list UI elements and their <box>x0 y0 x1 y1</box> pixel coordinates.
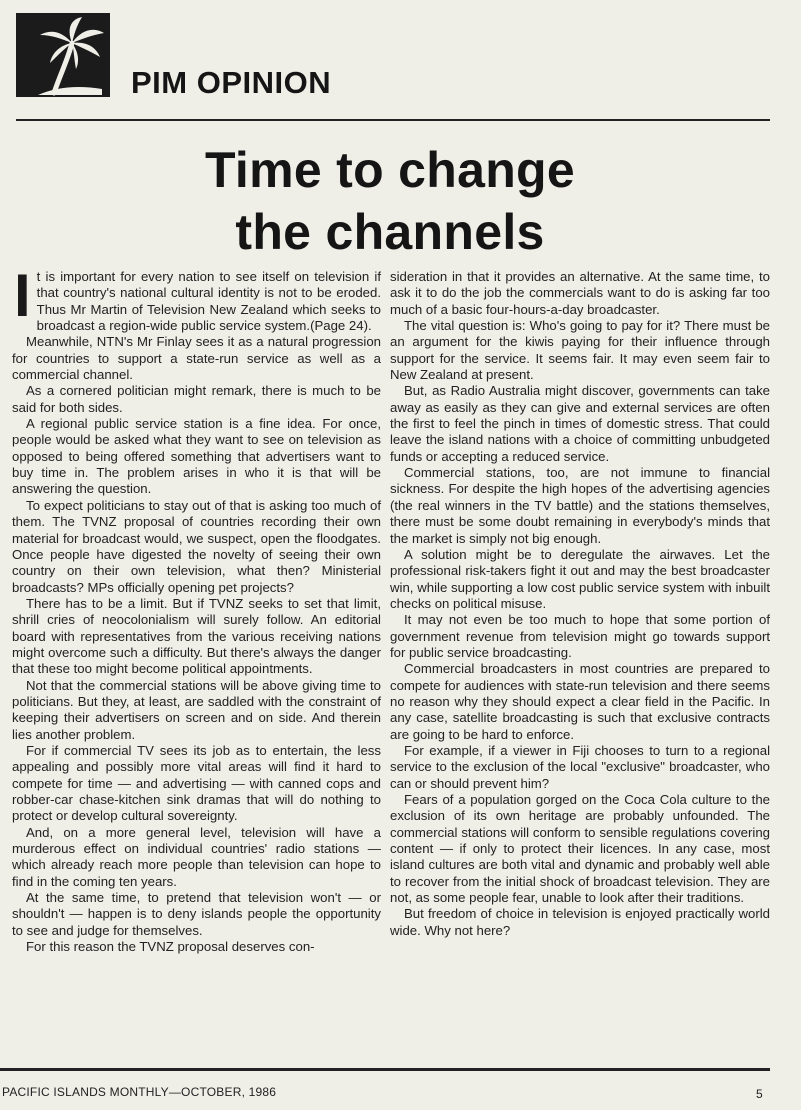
article-paragraph: Meanwhile, NTN's Mr Finlay sees it as a natural progression for countries to support a state-run service as well as a commercial channel. <box>12 334 381 383</box>
article-paragraph: sideration in that it provides an alternative. At the same time, to ask it to do the job the commercials want to do is asking far too much of a basic four-hours-a-day broadcaster. <box>390 269 770 317</box>
article-paragraph: A solution might be to deregulate the airwaves. Let the professional risk-takers fight it out and may the best broadcaster win, while supporting a low cost public service system with inbuilt checks on political misuse. <box>390 546 770 611</box>
article-paragraph: And, on a more general level, television will have a murderous effect on individual countries' radio stations — which already reach more people than television can hope to find in the coming ten years. <box>12 824 381 889</box>
paragraph-text: t is important for every nation to see itself on television if that country's national cultural identity is not to be eroded. Thus Mr Martin of Television New Zealand which seeks to broadcast a region-wide public service system.(Page 24). <box>36 269 381 334</box>
article-paragraph: But, as Radio Australia might discover, governments can take away as easily as they can give and external services are often the first to feel the pinch in times of domestic stress. That could leave the island nations with a choice of committing unbudgeted funds or accepting a reduced service. <box>390 383 770 464</box>
page-number: 5 <box>756 1087 763 1101</box>
drop-cap: I <box>14 262 31 329</box>
article-paragraph: At the same time, to pretend that television won't — or shouldn't — happen is to deny islands people the opportunity to see and judge for themselves. <box>12 890 381 938</box>
headline-line-1: Time to change <box>204 142 576 198</box>
article-paragraph: For this reason the TVNZ proposal deserves con- <box>26 939 315 955</box>
headline-line-2: the channels <box>235 204 545 260</box>
article-paragraph: A regional public service station is a fine idea. For once, people would be asked what they want to see on television as opposed to being offered something that advertisers want to buy time in. The problem arises in who it is that will be answering the question. <box>12 416 381 497</box>
article-paragraph: For if commercial TV sees its job as to entertain, the less appealing and possibly more vital areas will find it hard to compete for time — and advertising — with canned cops and robber-car chase-kitchen sink dramas that will do nothing to protect or develop cultural sovereignty. <box>12 742 381 824</box>
article-headline <box>150 139 630 263</box>
article-paragraph: There has to be a limit. But if TVNZ seeks to set that limit, shrill cries of neocolonialism will surely follow. An editorial board with representatives from the various receiving nations might overcome such a difficulty. But there's always the danger that these too might become political appointments. <box>12 595 381 677</box>
article-paragraph: The vital question is: Who's going to pay for it? There must be an argument for the kiwis paying for their influence through support for the service. It seems fair. It may even seem fair to New Zealand at present. <box>390 318 770 383</box>
palm-tree-logo <box>16 13 110 97</box>
section-title: PIM OPINION <box>131 65 332 100</box>
article-paragraph: Commercial broadcasters in most countries are prepared to compete for audiences with state-run television and there seems no reason why they should expect a clear field in the Pacific. In any case, satellite broadcasting is such that exclusive contracts are going to be hard to enforce. <box>390 661 770 742</box>
footer-divider <box>0 1068 770 1071</box>
article-paragraph: As a cornered politician might remark, there is much to be said for both sides. <box>12 383 381 415</box>
article-paragraph: To expect politicians to stay out of that is asking too much of them. The TVNZ proposal of countries recording their own material for broadcast would, we suspect, open the floodgates. Once people have digested the novelty of seeing their own country on their own television, what then? Ministerial broadcasts? MPs officially opening pet projects? <box>12 497 381 595</box>
article-right-column <box>390 269 770 939</box>
header-divider <box>16 119 770 121</box>
article-paragraph: But freedom of choice in television is enjoyed practically world wide. Why not here? <box>390 906 770 938</box>
article-paragraph: Commercial stations, too, are not immune to financial sickness. For despite the high hopes of the advertising agencies (the real winners in the TV battle) and the stations themselves, there must be some doubt remaining in everybody's minds that the market is simply not big enough. <box>390 465 770 546</box>
article-paragraph: It may not even be too much to hope that some portion of government revenue from television might go towards support for public service broadcasting. <box>390 612 770 660</box>
article-paragraph: Fears of a population gorged on the Coca Cola culture to the exclusion of its own heritage are probably unfounded. The commercial stations will conform to sensible regulations covering content — if only to protect their licences. In any case, most island cultures are both vital and dynamic and probably well able to recover from the initial shock of broadcast television. They are not, as some people fear, unable to look after their traditions. <box>390 792 770 906</box>
article-paragraph: For example, if a viewer in Fiji chooses to turn to a regional service to the exclusion of the local "exclusive" broadcaster, who can or should prevent him? <box>390 742 770 791</box>
palm-tree-icon <box>16 13 110 97</box>
publication-footer: PACIFIC ISLANDS MONTHLY—OCTOBER, 1986 <box>2 1085 277 1099</box>
article-paragraph <box>12 262 381 334</box>
article-left-column <box>12 262 381 955</box>
article-paragraph: Not that the commercial stations will be above giving time to politicians. But they, at least, are saddled with the constraint of keeping their advertisers on screen and on side. And therein lies another problem. <box>12 677 381 742</box>
